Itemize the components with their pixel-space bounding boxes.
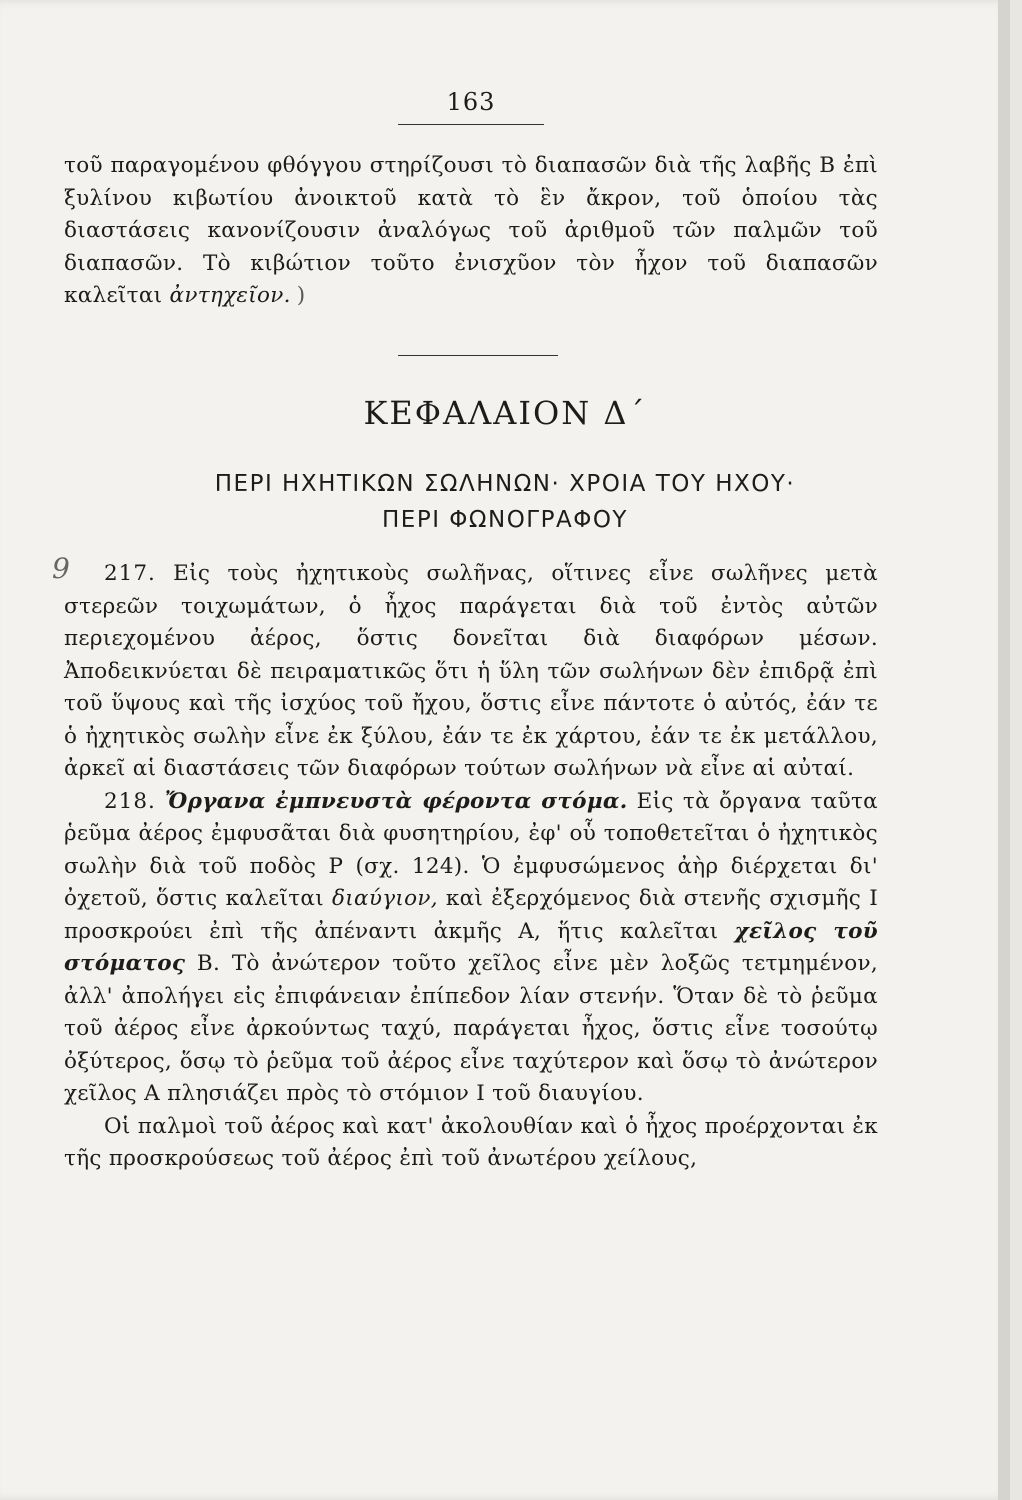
term-diaugion: διαύγιον, — [332, 886, 438, 911]
term-antechion: ἀντηχεῖον. — [169, 283, 291, 308]
chapter-divider — [398, 355, 558, 356]
section-heading-line-2: ΠΕΡΙ ΦΩΝΟΓΡΑΦΟΥ — [382, 507, 628, 533]
annotation-mark: ) — [296, 283, 306, 308]
page-edge — [998, 0, 1010, 1500]
page-number: 163 — [446, 88, 496, 116]
closing-paragraph: Οἱ παλμοὶ τοῦ ἀέρος καὶ κατ' ἀκολουθίαν καὶ ὁ ἦχος προέρχονται ἐκ τῆς προσκρούσεως τοῦ ἀέρος ἐπὶ τοῦ ἀνωτέρου χείλους, — [64, 1113, 878, 1171]
paragraph-218-text-1: Εἰς τὰ ὄργανα ταῦτα ῥεῦμα ἀέρος ἐμφυσᾶται διὰ φυσητηρίου, ἐφ' οὗ τοποθετεῖται ὁ ἠχητικὸς σωλὴν διὰ τοῦ ποδὸς Ρ (σχ. 124). Ὁ ἐμφυσώμενος ἀὴρ διέρχεται δι' ὀχετοῦ, ὅστις καλεῖται — [64, 788, 879, 911]
paragraph-218-text-2: καὶ ἐξερχόμενος διὰ στενῆς σχισμῆς Ι προσκρούει ἐπὶ τῆς ἀπέναντι ἀκμῆς Α, ἥτις καλεῖται — [64, 886, 878, 944]
top-paragraph-text: τοῦ παραγομένου φθόγγου στηρίζουσι τὸ διαπασῶν διὰ τῆς λαβῆς Β ἐπὶ ξυλίνου κιβωτίου ἀνοικτοῦ κατὰ τὸ ἓν ἄκρον, τοῦ ὁποίου τὰς διαστάσεις κανονίζουσιν ἀναλόγως τοῦ ἀριθμοῦ τῶν παλμῶν τοῦ διαπασῶν. Τὸ κιβώτιον τοῦτο ἐνισχῦον τὸν ἦχον τοῦ διαπασῶν καλεῖται — [64, 153, 878, 308]
chapter-title: ΚΕΦΑΛΑΙΟΝ Δ΄ — [363, 394, 647, 432]
section-heading — [0, 466, 1010, 538]
section-number-218: 218. — [104, 788, 156, 814]
header-rule — [398, 124, 544, 125]
paragraph-218 — [64, 786, 878, 1111]
top-paragraph-block — [64, 150, 878, 313]
section-number-217: 217. — [104, 561, 156, 586]
term-cheilos: χεῖλος τοῦ στόματος — [64, 918, 878, 976]
top-paragraph — [64, 150, 878, 313]
body-text-block — [64, 558, 878, 1176]
section-heading-line-1: ΠΕΡΙ ΗΧΗΤΙΚΩΝ ΣΩΛΗΝΩΝ· ΧΡΟΙΑ ΤΟΥ ΗΧΟΥ· — [214, 471, 796, 497]
paragraph-217 — [64, 558, 878, 786]
paragraph-217-text: Εἰς τοὺς ἠχητικοὺς σωλῆνας, οἵτινες εἶνε σωλῆνες μετὰ στερεῶν τοιχωμάτων, ὁ ἦχος παράγεται διὰ τοῦ ἐντὸς αὐτῶν περιεχομένου ἀέρος, ὅστις δονεῖται διὰ διαφόρων μέσων. Ἀποδεικνύεται δὲ πειραματικῶς ὅτι ἡ ὕλη τῶν σωλήνων δὲν ἐπιδρᾷ ἐπὶ τοῦ ὕψους καὶ τῆς ἰσχύος τοῦ ἤχου, ὅστις εἶνε πάντοτε ὁ αὐτός, ἐάν τε ὁ ἠχητικὸς σωλὴν εἶνε ἐκ ξύλου, ἐάν τε ἐκ χάρτου, ἐάν τε ἐκ μετάλλου, ἀρκεῖ αἱ διαστάσεις τῶν διαφόρων τούτων σωλήνων νὰ εἶνε αἱ αὐταί. — [64, 561, 878, 781]
section-218-title: Ὄργανα ἐμπνευστὰ φέροντα στόμα. — [165, 788, 628, 814]
margin-mark: 9 — [52, 552, 70, 585]
paragraph-218-text-3: Β. Τὸ ἀνώτερον τοῦτο χεῖλος εἶνε μὲν λοξῶς τετμημένον, ἀλλ' ἀπολήγει εἰς ἐπιφάνειαν ἐπίπεδον λίαν στενήν. Ὅταν δὲ τὸ ῥεῦμα τοῦ ἀέρος εἶνε ἀρκούντως ταχύ, παράγεται ἦχος, ὅστις εἶνε τοσούτῳ ὀξύτερος, ὅσῳ τὸ ῥεῦμα τοῦ ἀέρος εἶνε ταχύτερον καὶ ὅσῳ τὸ ἀνώτερον χεῖλος Α πλησιάζει πρὸς τὸ στόμιον Ι τοῦ διαυγίου. — [64, 951, 878, 1106]
